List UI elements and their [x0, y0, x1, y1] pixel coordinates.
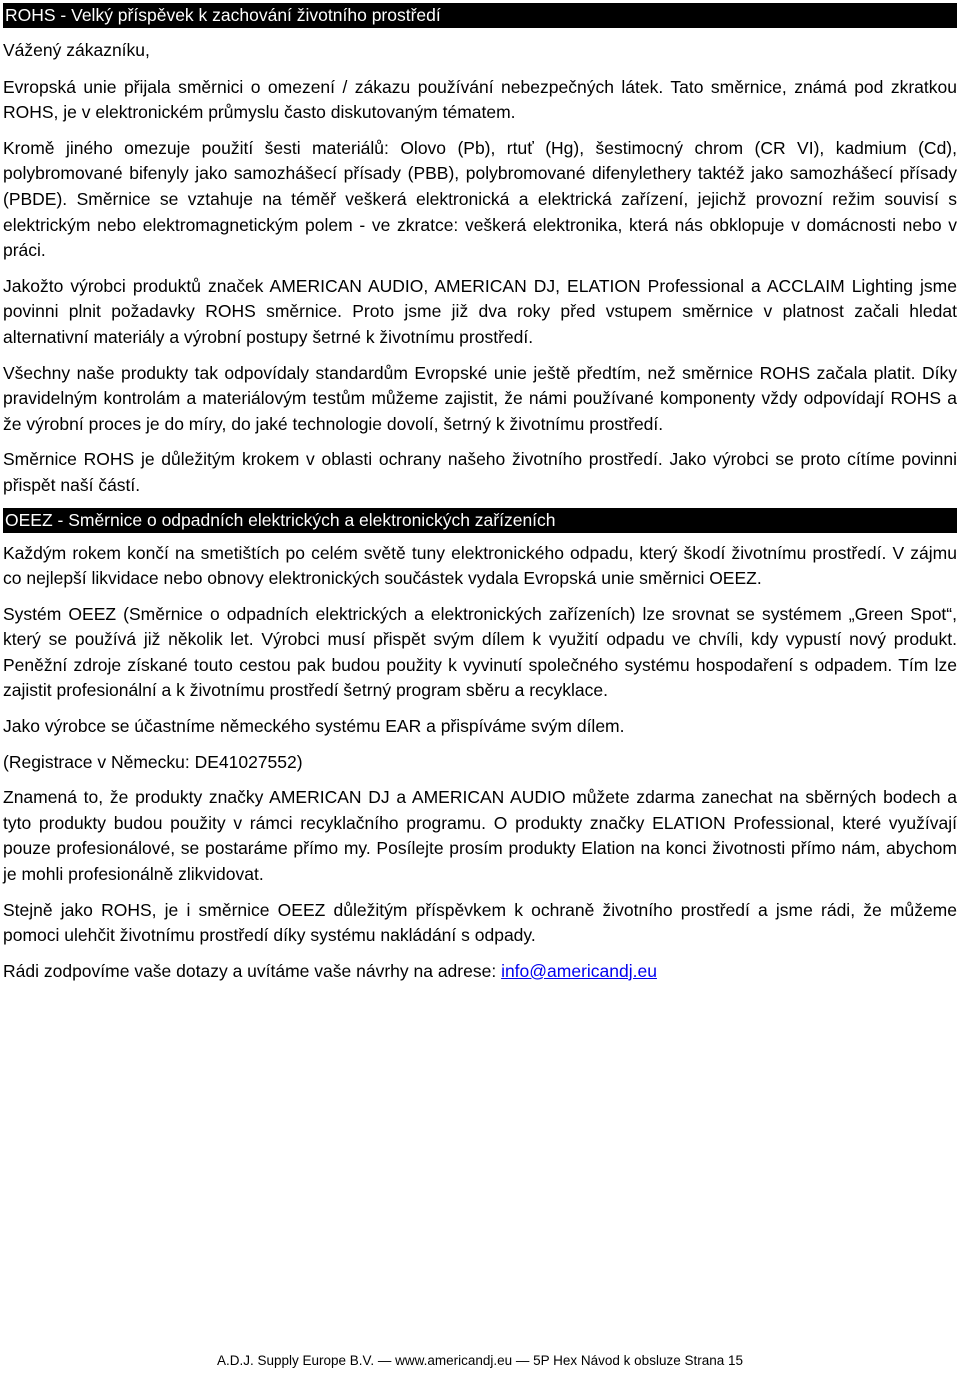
- greeting: Vážený zákazníku,: [3, 40, 150, 60]
- section-heading-oeez: OEEZ - Směrnice o odpadních elektrických a elektronických zařízeních: [3, 508, 957, 533]
- paragraph-contact: [3, 959, 957, 985]
- paragraph-oeez-conclusion: Stejně jako ROHS, je i směrnice OEEZ důležitým příspěvkem k ochraně životního prostředí a jsme rádi, že můžeme pomoci ulehčit životnímu prostředí díky systému nakládání s odpady.: [3, 899, 957, 946]
- paragraph-rohs-brands: Jakožto výrobci produktů značek AMERICAN AUDIO, AMERICAN DJ, ELATION Professional a ACCLAIM Lighting jsme povinni plnit požadavky ROHS směrnice. Proto jsme již dva roky před vstupem směrnice v platnost začali hledat alternativní materiály a výrobní postupy šetrné k životnímu prostředí.: [3, 275, 957, 347]
- section-heading-rohs: ROHS - Velký příspěvek k zachování životního prostředí: [3, 3, 957, 28]
- paragraph-rohs-materials: Kromě jiného omezuje použití šesti materiálů: Olovo (Pb), rtuť (Hg), šestimocný chrom (CR VI), kadmium (Cd), polybromované bifenyly jako samozhášecí přísady (PBB), polybromované difenylethery taktéž jako samozhášecí přísady (PBDE). Směrnice se vztahuje na téměř veškerá elektronická a elektrická zařízení, jejichž provozní režim souvisí s elektrickým nebo elektromagnetickým polem - ve zkratce: veškerá elektronika, která nás obklopuje v domácnosti nebo v práci.: [3, 137, 957, 261]
- paragraph-oeez-ear: Jako výrobce se účastníme německého systému EAR a přispíváme svým dílem.: [3, 716, 625, 737]
- document-content: [3, 3, 957, 984]
- contact-email-link[interactable]: info@americandj.eu: [501, 960, 657, 981]
- paragraph-oeez-collection: Znamená to, že produkty značky AMERICAN DJ a AMERICAN AUDIO můžete zdarma zanechat na sběrných bodech a tyto produkty budou použity v rámci recyklačního programu. O produkty značky ELATION Professional, které využívají pouze profesionálové, se postaráme přímo my. Posílejte prosím produkty Elation na konci životnosti přímo nám, abychom je mohli profesionálně zlikvidovat.: [3, 787, 957, 885]
- paragraph-oeez-registration: (Registrace v Německu: DE41027552): [3, 751, 303, 772]
- paragraph-rohs-conclusion: Směrnice ROHS je důležitým krokem v oblasti ochrany našeho životního prostředí. Jako výrobci se proto cítíme povinni přispět naší částí.: [3, 449, 957, 495]
- paragraph-rohs-intro: Evropská unie přijala směrnici o omezení / zákazu používání nebezpečných látek. Tato směrnice, známá pod zkratkou ROHS, je v elektronickém průmyslu často diskutovaným tématem.: [3, 76, 957, 123]
- paragraph-oeez-intro: Každým rokem končí na smetištích po celém světě tuny elektronického odpadu, který škodí životnímu prostředí. V zájmu co nejlepší likvidace nebo obnovy elektronických součástek vydala Evropská unie směrnici OEEZ.: [3, 542, 957, 589]
- paragraph-oeez-system: Systém OEEZ (Směrnice o odpadních elektrických a elektronických zařízeních) lze srovnat se systémem „Green Spot“, který se používá již několik let. Výrobci musí přispět svým dílem k využití odpadu ve chvíli, kdy vypustí nový produkt. Peněžní zdroje získané touto cestou pak budou použity k vyvinutí společného systému hospodaření s odpadem. Tím lze zajistit profesionální a k životnímu prostředí šetrný program sběru a recyklace.: [3, 603, 957, 701]
- page-footer: A.D.J. Supply Europe B.V. — www.americandj.eu — 5P Hex Návod k obsluze Strana 15: [216, 1353, 744, 1368]
- paragraph-rohs-compliance: Všechny naše produkty tak odpovídaly standardům Evropské unie ještě předtím, než směrnice ROHS začala platit. Díky pravidelným kontrolám a materiálovým testům můžeme zajistit, že námi používané komponenty vždy odpovídají ROHS a že výrobní proces je do míry, do jaké technologie dovolí, šetrný k životnímu prostředí.: [3, 362, 957, 434]
- contact-prefix: Rádi zodpovíme vaše dotazy a uvítáme vaše návrhy na adrese:: [3, 960, 502, 981]
